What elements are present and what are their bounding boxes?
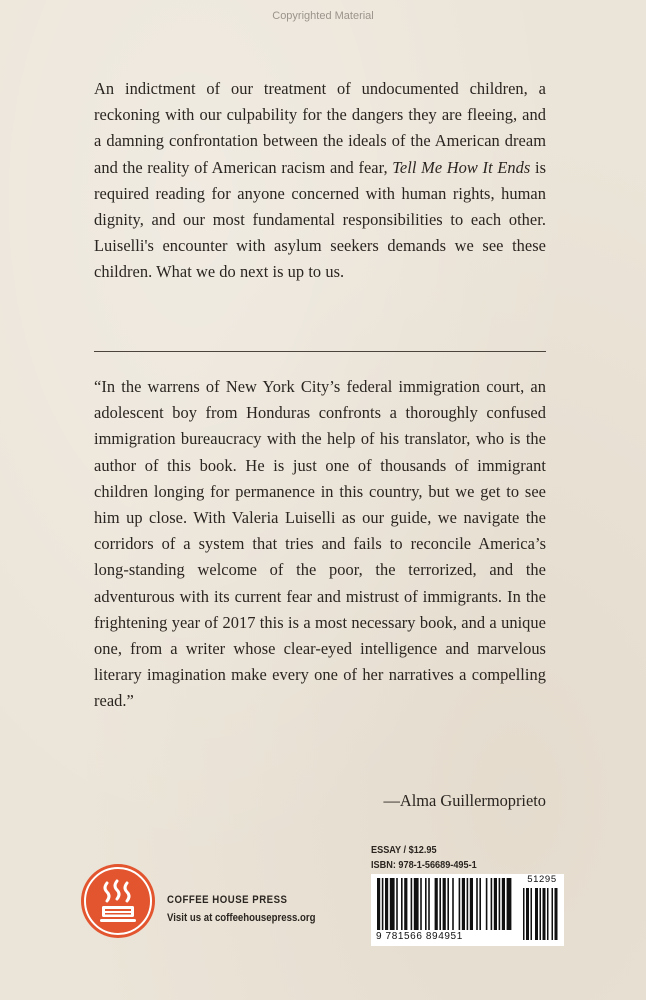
publisher-info [167, 891, 315, 927]
publisher-url: Visit us at coffeehousepress.org [167, 912, 316, 924]
category-price: ESSAY / $12.95 [371, 845, 437, 856]
divider-rule [94, 351, 546, 352]
blurb-text-end: is required reading for anyone concerned with human rights, human dignity, and our most fundamental responsibilities to each other. Luiselli's encounter with asylum seekers demands we see these children. What we do next is up to us. [94, 157, 546, 282]
endorsement-quote: “In the warrens of New York City’s federal immigration court, an adolescent boy from Honduras confronts a thoroughly confused immigration bureaucracy with the help of his translator, who is the author of this book. He is just one of thousands of immigrant children longing for permanence in this country, but we get to see him up close. With Valeria Luiselli as our guide, we navigate the corridors of a system that tries and fails to reconcile America’s long-standing welcome of the poor, the terrorized, and the adventurous with its current fear and mistrust of immigrants. In the frightening year of 2017 this is a most necessary book, and a unique one, from a writer whose clear-eyed intelligence and marvelous literary imagination make every one of her narratives a compelling read.” [94, 377, 546, 711]
copyright-watermark-top: Copyrighted Material [272, 10, 374, 22]
price-block [371, 843, 477, 873]
barcode-addon-digits: 51295 [527, 874, 557, 885]
barcode-digits: 9 781566 894951 [376, 931, 463, 942]
description-blurb [94, 76, 546, 286]
coffee-cup-logo-icon [80, 863, 156, 939]
publisher-name: COFFEE HOUSE PRESS [167, 894, 288, 906]
quote-attribution: —Alma Guillermoprieto [383, 791, 546, 810]
book-title: Tell Me How It Ends [392, 157, 531, 177]
blurb-text-start: An indictment of our treatment of undocumented children, a reckoning with our culpability for the dangers they are fleeing, and a damning confrontation between the ideals of the American dream and the reality of American racism and fear, [94, 79, 546, 177]
isbn-number: ISBN: 978-1-56689-495-1 [371, 860, 477, 871]
